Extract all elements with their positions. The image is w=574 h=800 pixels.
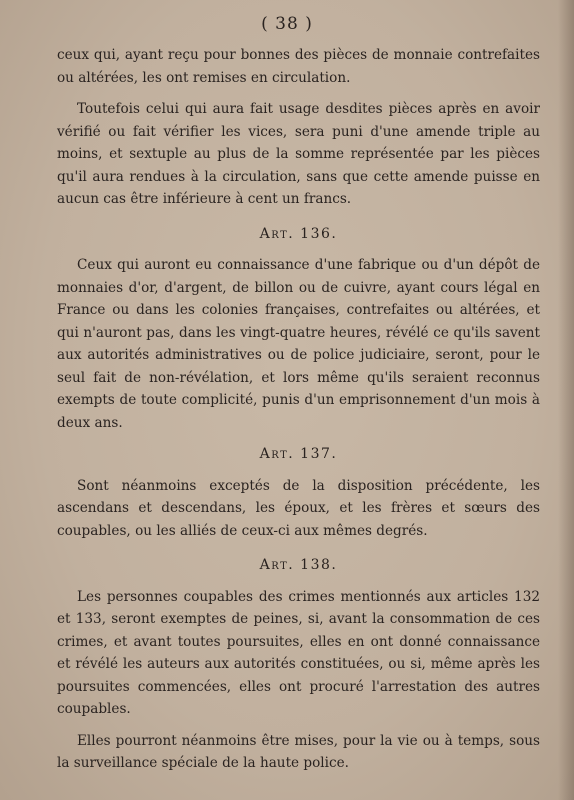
- article-136-heading: Art. 136.: [259, 225, 338, 242]
- article-138-text: Les personnes coupables des crimes mentionnés aux articles 132 et 133, seront exemptes de peines, si, avant la consommation de ces crimes, et avant toutes poursuites, elles en ont donné connaissance et révélé les auteurs aux autorités constituées, ou si, même après les poursuites commencées, elles ont procuré l'arrestation des autres coupables.: [57, 588, 540, 717]
- article-138-text-second: Elles pourront néanmoins être mises, pour la vie ou à temps, sous la surveillance spéciale de la haute police.: [57, 732, 540, 771]
- page-body: [57, 44, 540, 775]
- paragraph-toutefois: Toutefois celui qui aura fait usage desdites pièces après en avoir vérifié ou fait vérifier les vices, sera puni d'une amende triple au moins, et sextuple au plus de la somme représentée par les pièces qu'il aura rendues à la circulation, sans que cette amende puisse en aucun cas être inférieure à cent un francs.: [57, 101, 540, 207]
- page-number: ( 38 ): [261, 14, 313, 34]
- paragraph-continuation: ceux qui, ayant reçu pour bonnes des pièces de monnaie contrefaites ou altérées, les ont remises en circulation.: [57, 47, 540, 86]
- article-137-heading: Art. 137.: [259, 446, 338, 462]
- article-136-text: Ceux qui auront eu connaissance d'une fabrique ou d'un dépôt de monnaies d'or, d'argent, de billon ou de cuivre, ayant cours légal en France ou dans les colonies françaises, contrefaites ou altérées, et qui n'auront pas, dans les vingt-quatre heures, révélé ce qu'ils savent aux autorités administratives ou de police judiciaire, seront, pour le seul fait de non-révélation, et lors même qu'ils seraient reconnus exempts de toute complicité, punis d'un emprisonnement d'un mois à deux ans.: [57, 257, 540, 431]
- article-137-text: Sont néanmoins exceptés de la disposition précédente, les ascendans et descendans, les époux, et les frères et sœurs des coupables, ou les alliés de ceux-ci aux mêmes degrés.: [57, 477, 540, 539]
- page-edge-shadow: [558, 0, 574, 800]
- article-138-heading: Art. 138.: [259, 557, 338, 573]
